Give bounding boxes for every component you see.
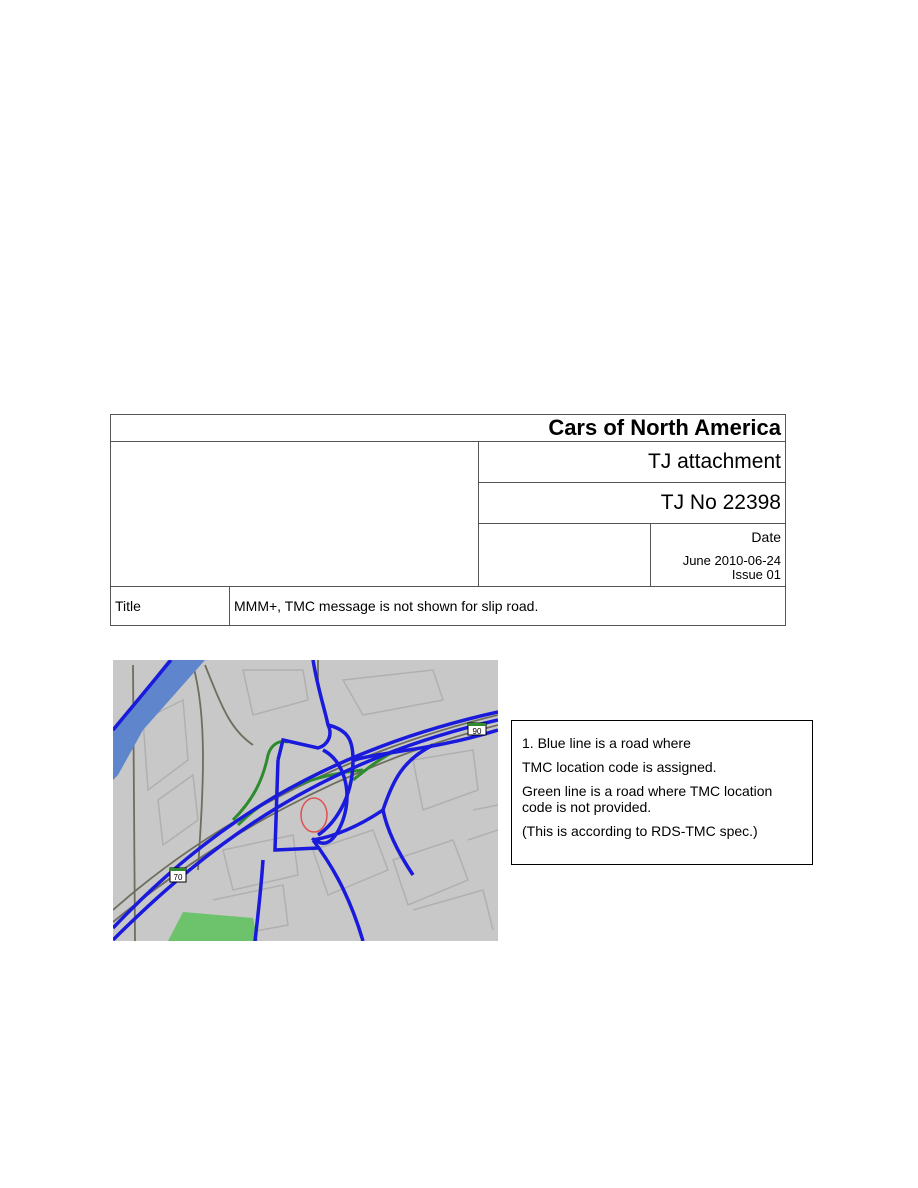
legend-line-2: TMC location code is assigned. (522, 759, 717, 775)
legend-line-1: 1. Blue line is a road where (522, 735, 691, 751)
title-label: Title (111, 587, 230, 626)
tj-number: TJ No 22398 (479, 483, 786, 524)
blank-date-cell (479, 524, 651, 587)
date-cell (651, 524, 786, 587)
highway-shield-left (170, 868, 186, 882)
header-table (110, 414, 786, 626)
blank-header-cell (111, 442, 479, 587)
map-drawing (113, 660, 498, 941)
date-value: June 2010-06-24 (682, 552, 781, 568)
shield-top-label: 90 (472, 727, 482, 736)
legend-line-3: Green line is a road where TMC location code is not provided. (522, 783, 773, 815)
date-label: Date (751, 528, 781, 545)
issue-value: Issue 01 (731, 566, 781, 582)
company-name: Cars of North America (111, 415, 786, 442)
title-value: MMM+, TMC message is not shown for slip road. (230, 587, 786, 626)
map-screenshot (113, 660, 498, 941)
legend-note (511, 720, 813, 865)
highway-shield-top (468, 723, 486, 736)
legend-line-4: (This is according to RDS-TMC spec.) (522, 823, 758, 839)
shield-left-label: 70 (173, 873, 183, 882)
document-type: TJ attachment (479, 442, 786, 483)
